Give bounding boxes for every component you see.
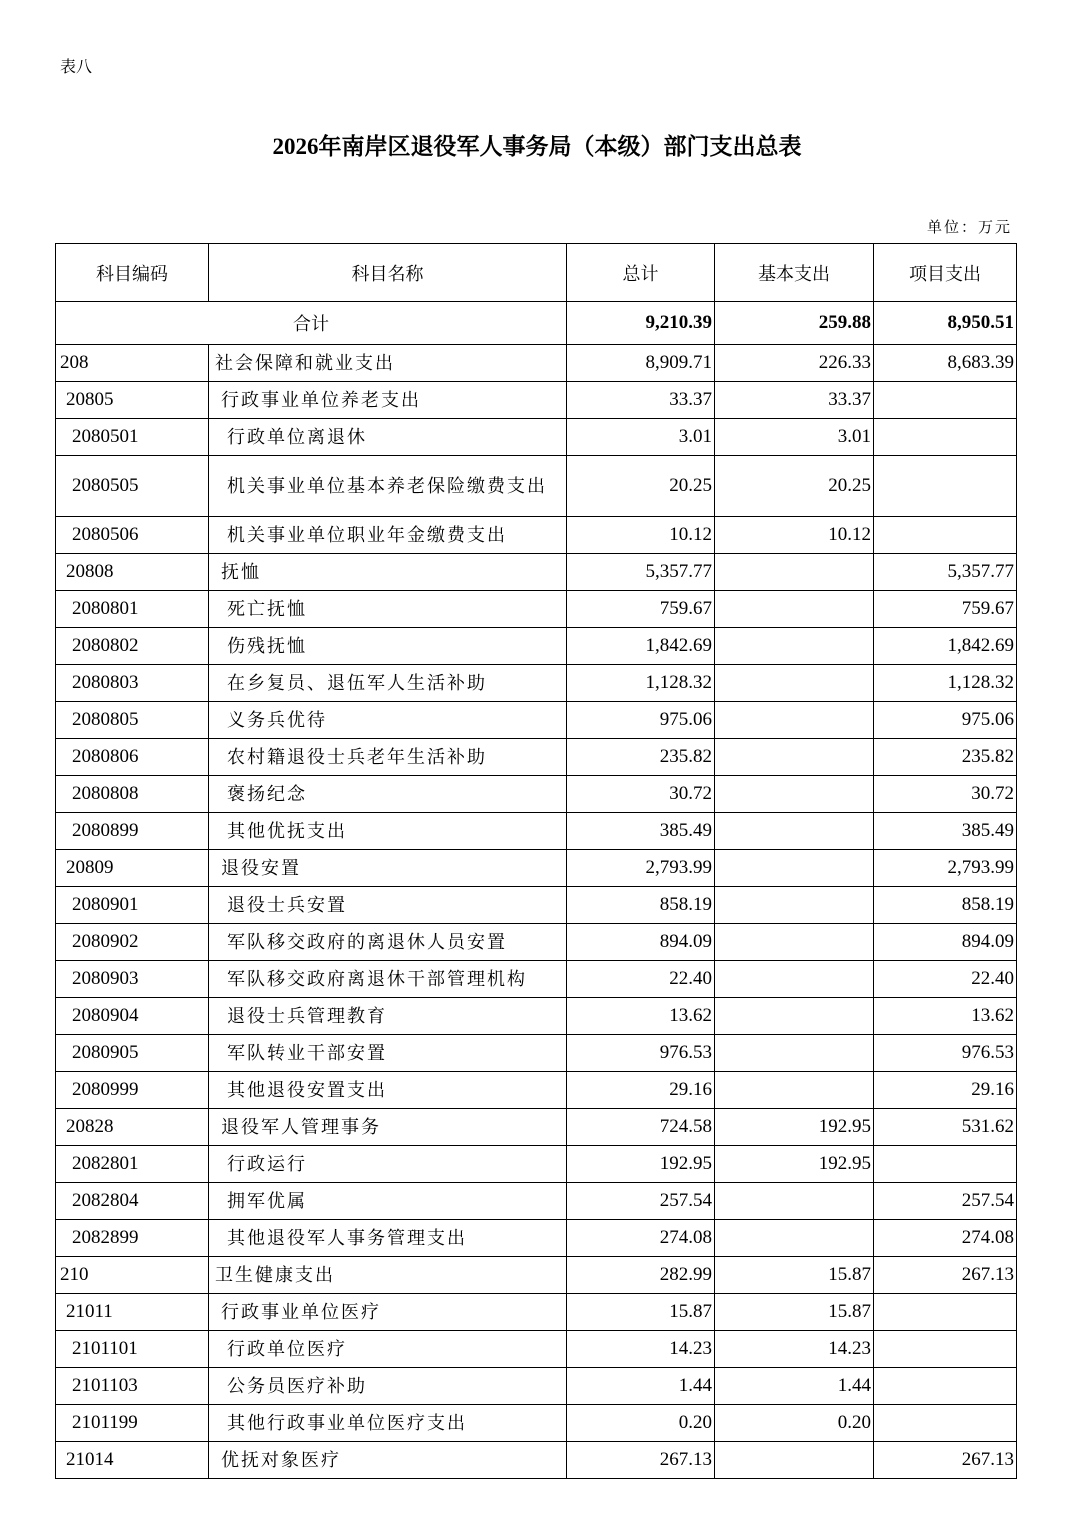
row-total: 1,842.69 xyxy=(567,628,715,665)
row-basic: 15.87 xyxy=(715,1294,874,1331)
table-row xyxy=(56,345,1017,382)
row-basic xyxy=(715,1072,874,1109)
table-row xyxy=(56,1257,1017,1294)
row-code: 2080901 xyxy=(56,887,209,924)
row-code: 2082804 xyxy=(56,1183,209,1220)
row-name: 优抚对象医疗 xyxy=(209,1442,567,1479)
header-basic: 基本支出 xyxy=(715,244,874,302)
table-row xyxy=(56,1368,1017,1405)
row-code: 20808 xyxy=(56,554,209,591)
row-code: 2082801 xyxy=(56,1146,209,1183)
row-total: 192.95 xyxy=(567,1146,715,1183)
row-total: 30.72 xyxy=(567,776,715,813)
row-basic: 20.25 xyxy=(715,456,874,517)
row-project xyxy=(874,1294,1017,1331)
total-project: 8,950.51 xyxy=(874,302,1017,345)
table-row xyxy=(56,1442,1017,1479)
row-project: 13.62 xyxy=(874,998,1017,1035)
table-row xyxy=(56,382,1017,419)
row-code: 21011 xyxy=(56,1294,209,1331)
row-project: 22.40 xyxy=(874,961,1017,998)
row-code: 20809 xyxy=(56,850,209,887)
row-total: 385.49 xyxy=(567,813,715,850)
row-code: 2080806 xyxy=(56,739,209,776)
row-total: 2,793.99 xyxy=(567,850,715,887)
row-basic: 0.20 xyxy=(715,1405,874,1442)
row-project: 975.06 xyxy=(874,702,1017,739)
row-total: 20.25 xyxy=(567,456,715,517)
row-total: 13.62 xyxy=(567,998,715,1035)
row-name: 行政事业单位医疗 xyxy=(209,1294,567,1331)
row-basic xyxy=(715,665,874,702)
table-row xyxy=(56,591,1017,628)
row-total: 0.20 xyxy=(567,1405,715,1442)
row-project: 8,683.39 xyxy=(874,345,1017,382)
row-project: 385.49 xyxy=(874,813,1017,850)
row-code: 2080999 xyxy=(56,1072,209,1109)
row-total: 274.08 xyxy=(567,1220,715,1257)
table-row xyxy=(56,961,1017,998)
row-project: 267.13 xyxy=(874,1442,1017,1479)
row-basic xyxy=(715,813,874,850)
table-row xyxy=(56,850,1017,887)
row-code: 20828 xyxy=(56,1109,209,1146)
table-row xyxy=(56,1072,1017,1109)
row-basic: 33.37 xyxy=(715,382,874,419)
row-code: 2080808 xyxy=(56,776,209,813)
unit-label: 单位：万元 xyxy=(926,220,1012,236)
row-basic xyxy=(715,924,874,961)
row-project: 5,357.77 xyxy=(874,554,1017,591)
row-name: 行政单位医疗 xyxy=(209,1331,567,1368)
row-project: 257.54 xyxy=(874,1183,1017,1220)
row-total: 8,909.71 xyxy=(567,345,715,382)
table-row xyxy=(56,776,1017,813)
table-row xyxy=(56,924,1017,961)
row-code: 2082899 xyxy=(56,1220,209,1257)
row-basic: 10.12 xyxy=(715,517,874,554)
row-total: 975.06 xyxy=(567,702,715,739)
row-basic xyxy=(715,850,874,887)
row-basic: 14.23 xyxy=(715,1331,874,1368)
row-code: 2080801 xyxy=(56,591,209,628)
header-total: 总计 xyxy=(567,244,715,302)
row-basic: 3.01 xyxy=(715,419,874,456)
row-total: 1,128.32 xyxy=(567,665,715,702)
row-code: 2080805 xyxy=(56,702,209,739)
row-code: 2080902 xyxy=(56,924,209,961)
row-name: 退役军人管理事务 xyxy=(209,1109,567,1146)
row-name: 退役士兵管理教育 xyxy=(209,998,567,1035)
row-basic xyxy=(715,1035,874,1072)
row-name: 行政运行 xyxy=(209,1146,567,1183)
expenditure-table xyxy=(55,243,1017,1479)
row-name: 农村籍退役士兵老年生活补助 xyxy=(209,739,567,776)
row-total: 22.40 xyxy=(567,961,715,998)
row-total: 235.82 xyxy=(567,739,715,776)
row-total: 5,357.77 xyxy=(567,554,715,591)
table-row xyxy=(56,1183,1017,1220)
table-row xyxy=(56,739,1017,776)
table-row xyxy=(56,1146,1017,1183)
row-name: 退役士兵安置 xyxy=(209,887,567,924)
row-name: 死亡抚恤 xyxy=(209,591,567,628)
table-row xyxy=(56,517,1017,554)
row-name: 其他优抚支出 xyxy=(209,813,567,850)
total-total: 9,210.39 xyxy=(567,302,715,345)
table-row xyxy=(56,1035,1017,1072)
row-code: 2080506 xyxy=(56,517,209,554)
row-basic xyxy=(715,887,874,924)
table-row xyxy=(56,887,1017,924)
row-total: 759.67 xyxy=(567,591,715,628)
total-basic: 259.88 xyxy=(715,302,874,345)
row-code: 2080802 xyxy=(56,628,209,665)
row-name: 褒扬纪念 xyxy=(209,776,567,813)
row-basic xyxy=(715,776,874,813)
row-name: 伤残抚恤 xyxy=(209,628,567,665)
row-name: 其他行政事业单位医疗支出 xyxy=(209,1405,567,1442)
row-code: 20805 xyxy=(56,382,209,419)
row-code: 2080905 xyxy=(56,1035,209,1072)
row-project: 1,128.32 xyxy=(874,665,1017,702)
table-row xyxy=(56,419,1017,456)
row-name: 在乡复员、退伍军人生活补助 xyxy=(209,665,567,702)
row-project xyxy=(874,419,1017,456)
row-total: 10.12 xyxy=(567,517,715,554)
header-name: 科目名称 xyxy=(209,244,567,302)
row-project: 759.67 xyxy=(874,591,1017,628)
table-row xyxy=(56,456,1017,517)
row-total: 724.58 xyxy=(567,1109,715,1146)
table-row xyxy=(56,1294,1017,1331)
row-basic: 192.95 xyxy=(715,1146,874,1183)
row-name: 军队转业干部安置 xyxy=(209,1035,567,1072)
row-code: 208 xyxy=(56,345,209,382)
row-project xyxy=(874,1405,1017,1442)
row-project: 267.13 xyxy=(874,1257,1017,1294)
row-project xyxy=(874,1368,1017,1405)
row-project: 2,793.99 xyxy=(874,850,1017,887)
table-row xyxy=(56,813,1017,850)
row-code: 2080904 xyxy=(56,998,209,1035)
row-code: 210 xyxy=(56,1257,209,1294)
row-code: 2080501 xyxy=(56,419,209,456)
row-code: 2101101 xyxy=(56,1331,209,1368)
row-name: 卫生健康支出 xyxy=(209,1257,567,1294)
row-total: 33.37 xyxy=(567,382,715,419)
row-total: 1.44 xyxy=(567,1368,715,1405)
doc-label: 表八 xyxy=(60,59,93,76)
row-project: 235.82 xyxy=(874,739,1017,776)
row-total: 858.19 xyxy=(567,887,715,924)
row-project xyxy=(874,1146,1017,1183)
header-code: 科目编码 xyxy=(56,244,209,302)
row-basic xyxy=(715,628,874,665)
row-basic xyxy=(715,739,874,776)
row-project: 976.53 xyxy=(874,1035,1017,1072)
row-total: 282.99 xyxy=(567,1257,715,1294)
row-name: 社会保障和就业支出 xyxy=(209,345,567,382)
row-basic xyxy=(715,998,874,1035)
row-basic xyxy=(715,961,874,998)
header-project: 项目支出 xyxy=(874,244,1017,302)
row-project xyxy=(874,1331,1017,1368)
table-row xyxy=(56,1331,1017,1368)
row-name: 退役安置 xyxy=(209,850,567,887)
table-row xyxy=(56,1220,1017,1257)
row-name: 拥军优属 xyxy=(209,1183,567,1220)
row-project: 29.16 xyxy=(874,1072,1017,1109)
row-basic: 226.33 xyxy=(715,345,874,382)
table-row xyxy=(56,628,1017,665)
row-project: 858.19 xyxy=(874,887,1017,924)
row-name: 机关事业单位职业年金缴费支出 xyxy=(209,517,567,554)
row-name: 其他退役安置支出 xyxy=(209,1072,567,1109)
row-total: 976.53 xyxy=(567,1035,715,1072)
row-basic xyxy=(715,1442,874,1479)
table-row xyxy=(56,702,1017,739)
row-project: 274.08 xyxy=(874,1220,1017,1257)
row-basic: 1.44 xyxy=(715,1368,874,1405)
table-row xyxy=(56,998,1017,1035)
row-total: 894.09 xyxy=(567,924,715,961)
row-name: 其他退役军人事务管理支出 xyxy=(209,1220,567,1257)
row-total: 257.54 xyxy=(567,1183,715,1220)
page-title: 2026年南岸区退役军人事务局（本级）部门支出总表 xyxy=(272,134,802,159)
row-code: 2080903 xyxy=(56,961,209,998)
table-header-row xyxy=(56,244,1017,302)
row-basic xyxy=(715,702,874,739)
row-name: 机关事业单位基本养老保险缴费支出 xyxy=(209,456,567,517)
row-total: 3.01 xyxy=(567,419,715,456)
row-basic: 15.87 xyxy=(715,1257,874,1294)
table-row xyxy=(56,554,1017,591)
row-code: 2101103 xyxy=(56,1368,209,1405)
table-row xyxy=(56,665,1017,702)
row-basic xyxy=(715,1220,874,1257)
row-name: 军队移交政府的离退休人员安置 xyxy=(209,924,567,961)
total-row xyxy=(56,302,1017,345)
row-basic xyxy=(715,1183,874,1220)
row-name: 军队移交政府离退休干部管理机构 xyxy=(209,961,567,998)
row-total: 267.13 xyxy=(567,1442,715,1479)
row-project: 531.62 xyxy=(874,1109,1017,1146)
row-total: 29.16 xyxy=(567,1072,715,1109)
row-name: 行政单位离退休 xyxy=(209,419,567,456)
row-project: 30.72 xyxy=(874,776,1017,813)
row-basic: 192.95 xyxy=(715,1109,874,1146)
row-code: 2101199 xyxy=(56,1405,209,1442)
row-basic xyxy=(715,554,874,591)
row-code: 21014 xyxy=(56,1442,209,1479)
table-row xyxy=(56,1109,1017,1146)
row-name: 抚恤 xyxy=(209,554,567,591)
row-project xyxy=(874,382,1017,419)
row-total: 14.23 xyxy=(567,1331,715,1368)
row-code: 2080899 xyxy=(56,813,209,850)
row-project xyxy=(874,456,1017,517)
table-row xyxy=(56,1405,1017,1442)
row-total: 15.87 xyxy=(567,1294,715,1331)
row-code: 2080803 xyxy=(56,665,209,702)
row-code: 2080505 xyxy=(56,456,209,517)
row-project xyxy=(874,517,1017,554)
row-name: 行政事业单位养老支出 xyxy=(209,382,567,419)
row-basic xyxy=(715,591,874,628)
row-project: 1,842.69 xyxy=(874,628,1017,665)
row-name: 义务兵优待 xyxy=(209,702,567,739)
total-label: 合计 xyxy=(56,302,567,345)
row-project: 894.09 xyxy=(874,924,1017,961)
row-name: 公务员医疗补助 xyxy=(209,1368,567,1405)
